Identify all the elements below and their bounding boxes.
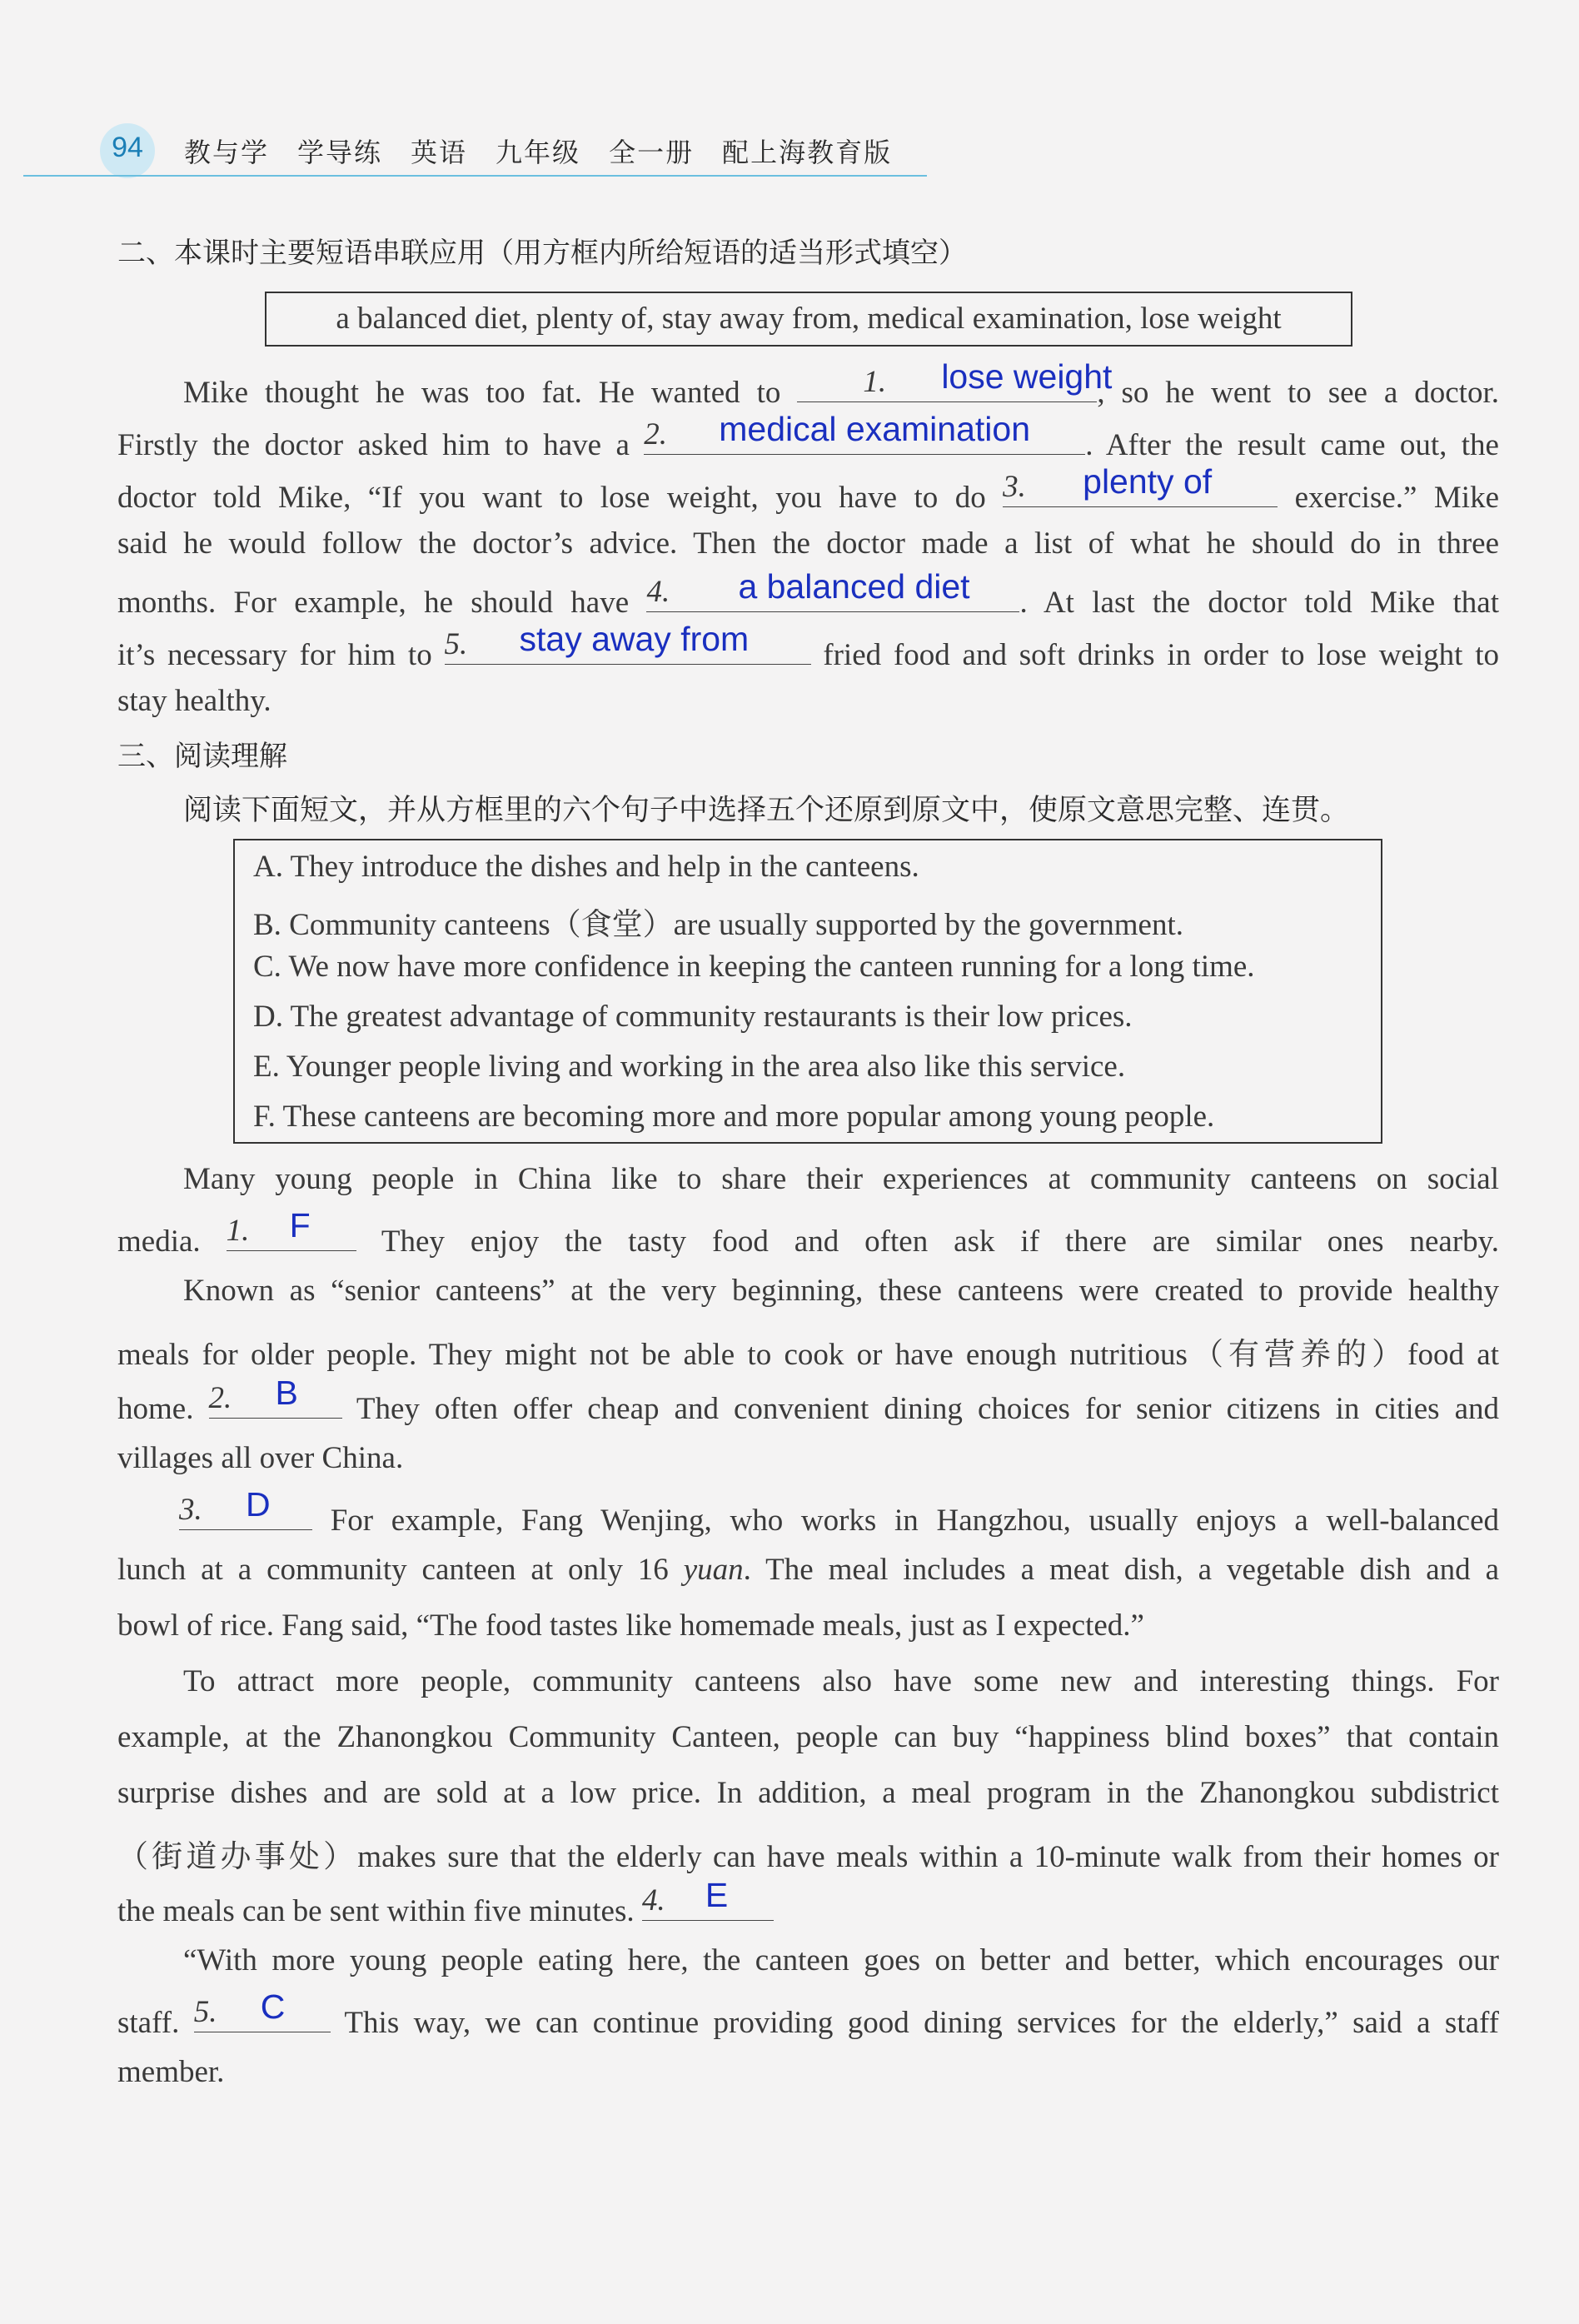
header-title-part: 配上海教育版 [722,137,893,168]
text-line: villages all over China. [117,1441,404,1475]
text-run: This way, we can continue providing good dining services for the elderly,” said a staff [330,2006,1499,2040]
answer-4: a balanced diet [738,567,970,606]
text-run: it’s necessary for him to [117,638,445,672]
text-line [117,410,1499,462]
answer-5: stay away from [519,620,750,658]
text-line: said he would follow the doctor’s advice. Then the doctor made a list of what he should do in three [117,526,1499,561]
text-run-italic: yuan [683,1553,744,1587]
header-title [184,132,920,170]
blank-number: 5. [444,627,468,661]
fill-blank-1[interactable] [797,357,1113,402]
reading-blank-5[interactable] [193,1987,331,2032]
header-title-part: 英语 [411,137,468,168]
phrase-box: a balanced diet, plenty of, stay away from, medical examination, lose weight [265,292,1352,347]
header-title-part: 全一册 [609,137,695,168]
answer-3: plenty of [1083,462,1213,501]
text-line [117,567,1499,620]
text-line: stay healthy. [117,684,271,718]
text-run: lunch at a community canteen at only 16 [117,1553,684,1587]
page-header [23,123,927,175]
header-title-part: 教与学 [184,137,270,168]
reading-answer-2: B [275,1374,298,1412]
fill-blank-2[interactable] [644,410,1085,455]
text-run: . At last the doctor told Mike that [1019,586,1499,620]
header-title-part: 九年级 [496,137,581,168]
option-d: D. The greatest advantage of community restaurants is their low prices. [253,1000,1133,1034]
blank-number: 2. [208,1381,232,1415]
text-run: staff. [117,2006,194,2040]
blank-number: 4. [641,1883,665,1918]
text-run: . The meal includes a meat dish, a vegetable dish and a [743,1553,1500,1587]
text-run: Firstly the doctor asked him to have a [117,428,645,462]
text-line: To attract more people, community canteens also have some new and interesting things. For [183,1664,1499,1698]
header-title-part: 学导练 [297,137,383,168]
text-line: Known as “senior canteens” at the very beginning, these canteens were created to provide healthy [183,1274,1499,1308]
blank-number: 4. [646,575,670,609]
text-line: surprise dishes and are sold at a low price. In addition, a meal program in the Zhanongkou subdistrict [117,1776,1499,1810]
option-f: F. These canteens are becoming more and more popular among young people. [253,1100,1215,1134]
section3-instruction: 阅读下面短文，并从方框里的六个句子中选择五个还原到原文中，使原文意思完整、连贯。 [183,794,1350,827]
blank-number: 5. [193,1995,217,2029]
blank-number: 1. [226,1214,250,1248]
text-line: example, at the Zhanongkou Community Canteen, people can buy “happiness blind boxes” that contain [117,1720,1499,1754]
text-line [117,462,1499,515]
text-line [117,1206,1499,1259]
text-line: Many young people in China like to share their experiences at community canteens on social [183,1162,1499,1196]
reading-answer-1: F [289,1206,311,1244]
text-run: doctor told Mike, “If you want to lose weight, you have to do [117,481,1004,515]
text-line [117,1374,1499,1426]
text-line: member. [117,2055,225,2089]
reading-answer-4: E [705,1876,729,1914]
text-line: “With more young people eating here, the canteen goes on better and better, which encourages our [183,1943,1499,1977]
text-run: For example, Fang Wenjing, who works in Hangzhou, usually enjoys a well-balanced [312,1504,1499,1538]
options-box [233,839,1382,1144]
text-line [117,1552,1499,1592]
header-divider [23,175,927,177]
fill-blank-3[interactable] [1003,462,1278,507]
blank-number: 1. [863,365,887,399]
text-line [117,357,1499,410]
text-line: bowl of rice. Fang said, “The food tastes like homemade meals, just as I expected.” [117,1608,1144,1643]
text-run: They enjoy the tasty food and often ask if there are similar ones nearby. [356,1224,1499,1259]
text-line: meals for older people. They might not be able to cook or have enough nutritious（有营养的）food at [117,1338,1499,1372]
text-line [117,1485,1499,1538]
section2-heading: 二、本课时主要短语串联应用（用方框内所给短语的适当形式填空） [117,237,967,270]
text-line: （街道办事处）makes sure that the elderly can have meals within a 10-minute walk from their homes or [117,1840,1499,1874]
text-run: . After the result came out, the [1085,428,1499,462]
answer-2: medical examination [719,410,1030,448]
blank-number: 2. [644,417,667,451]
text-run: , so he went to see a doctor. [1097,376,1499,410]
fill-blank-4[interactable] [646,567,1019,612]
blank-number: 3. [1003,470,1026,504]
option-e: E. Younger people living and working in the area also like this service. [253,1050,1126,1084]
option-c: C. We now have more confidence in keeping the canteen running for a long time. [253,950,1255,984]
reading-blank-1[interactable] [226,1206,356,1251]
blank-number: 3. [179,1493,202,1527]
option-b: B. Community canteens（食堂）are usually supported by the government. [253,908,1183,942]
fill-blank-5[interactable] [444,620,811,665]
page-number: 94 [112,132,143,163]
text-run: media. [117,1224,227,1259]
option-a: A. They introduce the dishes and help in the canteens. [253,850,919,884]
text-line [117,1876,1499,1928]
reading-blank-3[interactable] [179,1485,312,1530]
reading-blank-2[interactable] [208,1374,342,1419]
answer-1: lose weight [941,357,1113,396]
text-run: fried food and soft drinks in order to lose weight to [810,638,1500,672]
text-line [117,620,1500,672]
text-run: months. For example, he should have [117,586,647,620]
text-run: They often offer cheap and convenient dining choices for senior citizens in cities and [341,1392,1499,1426]
reading-blank-4[interactable] [641,1876,774,1921]
text-run: home. [117,1392,209,1426]
section3-heading: 三、阅读理解 [117,740,287,773]
reading-answer-5: C [260,1987,286,2026]
text-run: exercise.” Mike [1278,481,1499,515]
text-line [117,1987,1499,2040]
reading-answer-3: D [246,1485,271,1524]
text-run: the meals can be sent within five minutes. [117,1894,642,1928]
text-run: Mike thought he was too fat. He wanted to [183,376,798,410]
